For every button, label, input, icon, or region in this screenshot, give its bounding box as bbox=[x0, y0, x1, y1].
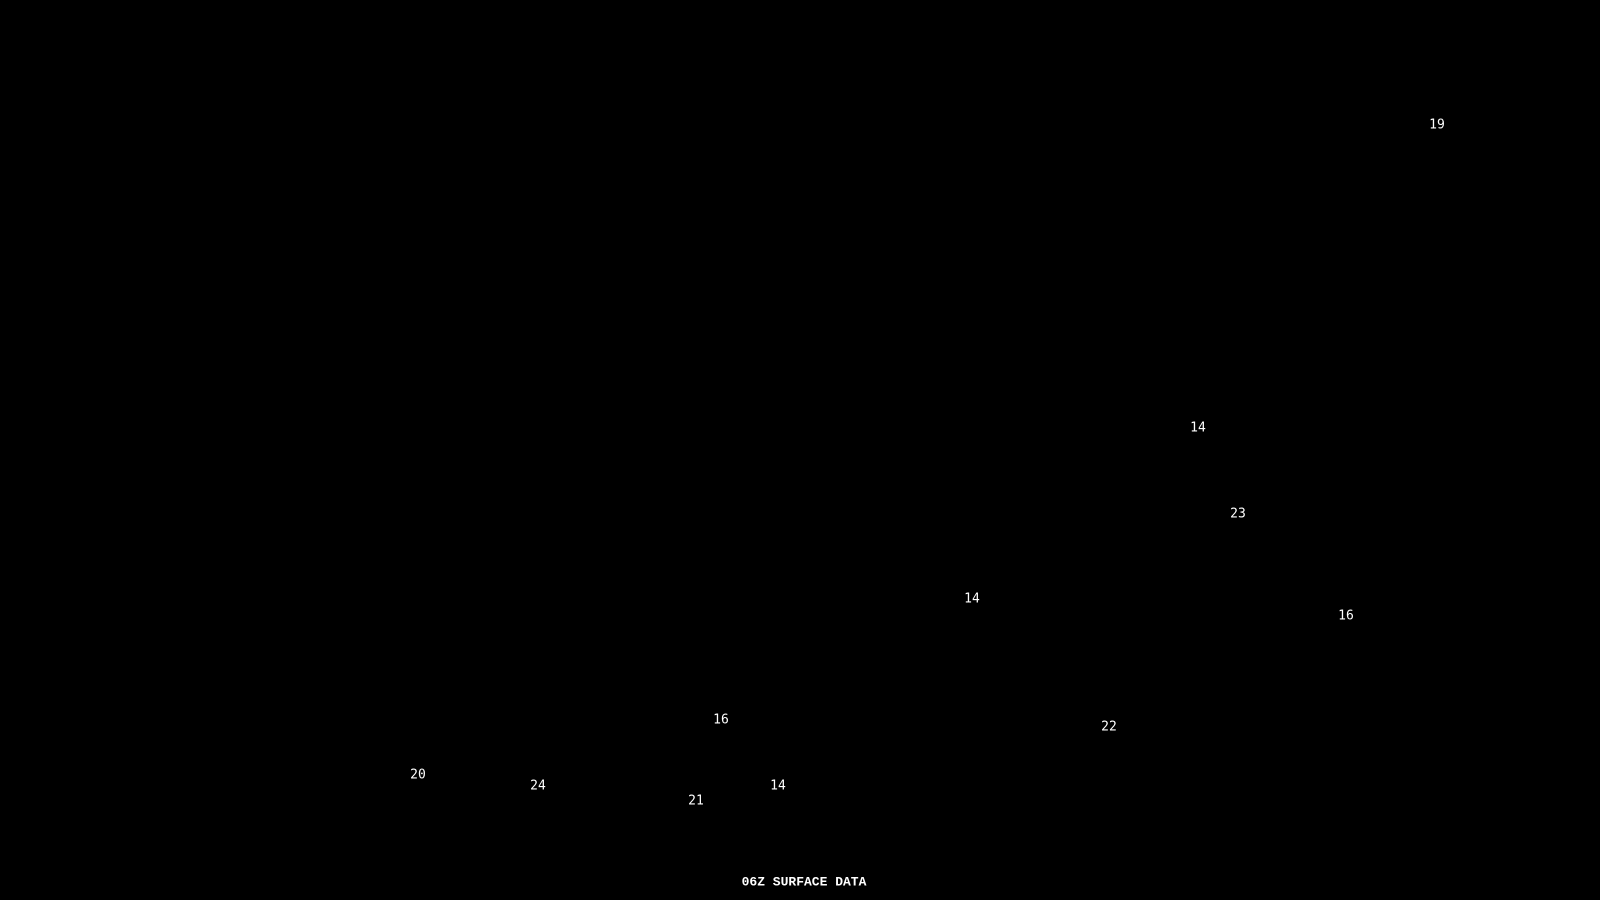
station-value: 23 bbox=[1230, 506, 1246, 522]
station-value: 16 bbox=[1338, 608, 1354, 624]
station-value: 20 bbox=[410, 767, 426, 783]
station-value: 16 bbox=[713, 712, 729, 728]
station-value: 21 bbox=[688, 793, 704, 809]
station-value: 24 bbox=[530, 778, 546, 794]
station-value: 14 bbox=[1190, 420, 1206, 436]
station-value: 19 bbox=[1429, 117, 1445, 133]
station-value: 22 bbox=[1101, 719, 1117, 735]
station-value: 14 bbox=[964, 591, 980, 607]
plot-caption: 06Z SURFACE DATA bbox=[741, 874, 867, 890]
station-value: 14 bbox=[770, 778, 786, 794]
